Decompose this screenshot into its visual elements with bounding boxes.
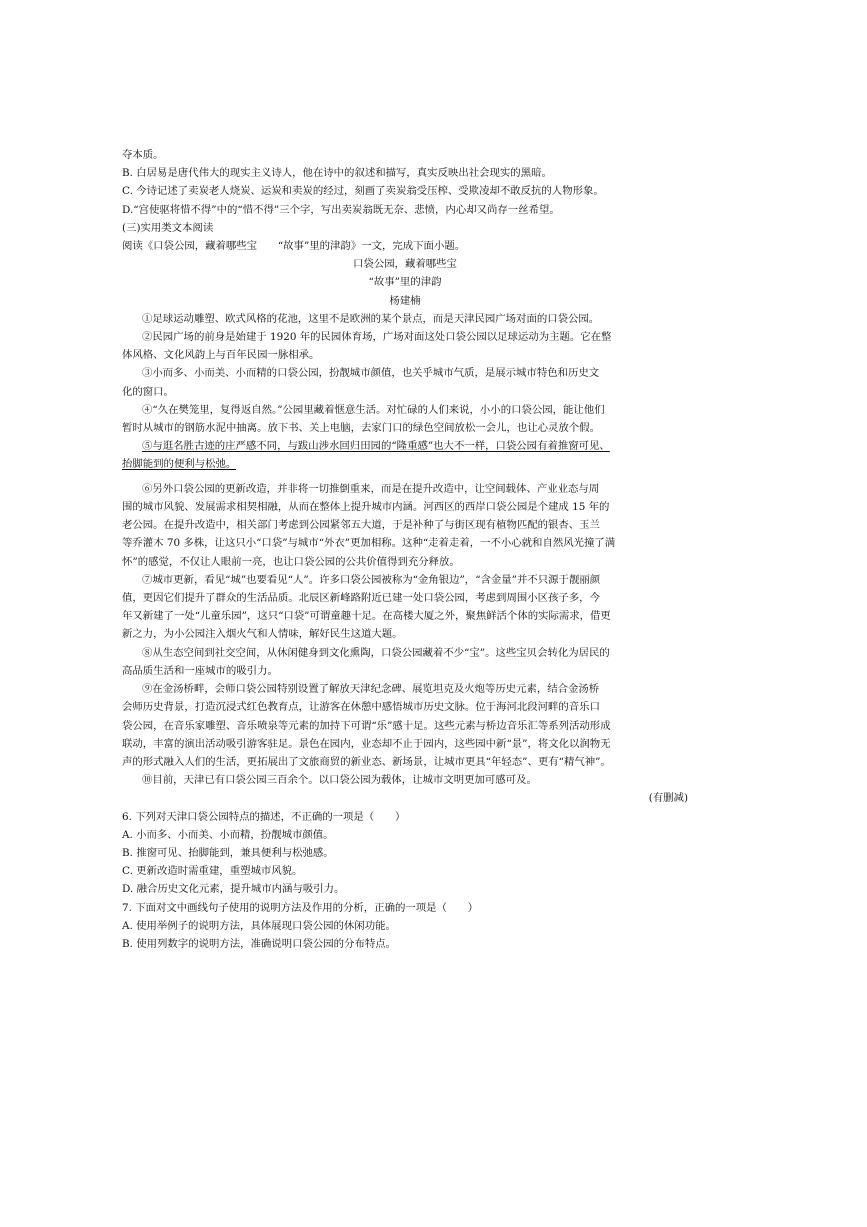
- paragraph-6-line3: 老公园。在提升改造中，相关部门考虑到公园紧邻五大道，于是补种了与街区现有植物匹配的银杏、玉兰: [122, 519, 600, 532]
- paragraph-9-line3: 袋公园，在音乐家雕塑、音乐喷泉等元素的加持下可谓“乐”感十足。这些元素与桥边音乐汇等系列活动形成: [122, 719, 611, 732]
- reading-instruction: 阅读《口袋公园，藏着哪些宝 “故事”里的津韵》一文，完成下面小题。: [122, 240, 466, 253]
- paragraph-3-line1: ③小而多、小而美、小而精的口袋公园，扮靓城市颜值，也关乎城市气质，是展示城市特色和历史文: [142, 367, 600, 380]
- option-b: B. 白居易是唐代伟大的现实主义诗人，他在诗中的叙述和描写，真实反映出社会现实的黑暗。: [122, 167, 552, 180]
- paragraph-6-line2: 围的城市风貌、发展需求相契相融，从而在整体上提升城市内涵。河西区的西岸口袋公园是个建成 15 年的: [122, 501, 610, 514]
- option-d: D.“宫使驱将惜不得”中的“惜不得”三个字，写出卖炭翁既无奈、悲愤，内心却又尚存一丝希望。: [122, 203, 560, 216]
- paragraph-7-line2: 值，更因它们提升了群众的生活品质。北辰区新峰路附近已建一处口袋公园，考虑到周围小区孩子多，今: [122, 592, 600, 605]
- article-title-line1: 口袋公园，藏着哪些宝: [353, 258, 457, 271]
- paragraph-9-line5: 声的形式融入人们的生活，更拓展出了文旅商贸的新业态、新场景，让城市更具“年轻态”、更有“精气神”。: [122, 755, 611, 768]
- paragraph-1: ①足球运动雕塑、欧式风格的花池，这里不是欧洲的某个景点，而是天津民园广场对面的口袋公园。: [142, 312, 600, 325]
- paragraph-8-line1: ⑧从生态空间到社交空间，从休闲健身到文化熏陶，口袋公园藏着不少“宝”。这些宝贝会转化为居民的: [142, 646, 610, 659]
- paragraph-3-line2: 化的窗口。: [122, 385, 174, 398]
- abridged-note: (有删减): [648, 792, 688, 805]
- question-6-stem: 6. 下列对天津口袋公园特点的描述，不正确的一项是（ ）: [122, 810, 406, 823]
- paragraph-7-line4: 新之力，为小公园注入烟火气和人情味，解好民生这道大题。: [122, 628, 403, 641]
- paragraph-10: ⑩目前，天津已有口袋公园三百余个。以口袋公园为载体，让城市文明更加可感可及。: [142, 774, 537, 787]
- prev-question-continuation: 夺本质。: [122, 149, 164, 161]
- paragraph-4-line2: 暂时从城市的钢筋水泥中抽离。放下书、关上电脑，去家门口的绿色空间放松一会儿，也让心灵放个假。: [122, 422, 600, 435]
- question-7-stem: 7. 下面对文中画线句子使用的说明方法及作用的分析，正确的一项是（ ）: [122, 901, 479, 914]
- question-7-option-b: B. 使用列数字的说明方法，准确说明口袋公园的分布特点。: [122, 937, 397, 950]
- paragraph-5-underlined-line2: 抬脚能到的便利与松弛。: [122, 458, 237, 471]
- paragraph-8-line2: 高品质生活和一座城市的吸引力。: [122, 664, 278, 677]
- section-heading: (三)实用类文本阅读: [122, 221, 214, 234]
- paragraph-6-line5: 怀”的感觉，不仅让人眼前一亮，也让口袋公园的公共价值得到充分释放。: [122, 555, 460, 568]
- question-6-option-a: A. 小而多、小而美、小而精，扮靓城市颜值。: [122, 828, 334, 841]
- paragraph-9-line4: 联动，丰富的演出活动吸引游客驻足。景色在园内，业态却不止于园内，这些园中新“景”，将文化以润物无: [122, 737, 611, 750]
- article-title-line2: “故事”里的津韵: [368, 276, 442, 289]
- question-7-option-a: A. 使用举例子的说明方法，具体展现口袋公园的休闲功能。: [122, 919, 396, 932]
- option-c: C. 今诗记述了卖炭老人烧炭、运炭和卖炭的经过，刻画了卖炭翁受压榨、受欺凌却不敢反抗的人物形象。: [122, 185, 604, 198]
- paragraph-9-line2: 会师历史背景，打造沉浸式红色教育点，让游客在休憩中感悟城市历史文脉。位于海河北段河畔的音乐口: [122, 701, 600, 714]
- paragraph-6-line1: ⑥另外口袋公园的更新改造，并非将一切推倒重来，而是在提升改造中，让空间载体、产业业态与周: [142, 482, 600, 495]
- paragraph-6-line4: 等乔灌木 70 多株，让这只小“口袋”与城市“外衣”更加相称。这种“走着走着，一不小心就和自然风光撞了满: [122, 537, 616, 550]
- paragraph-5-underlined-line1: ⑤与逛名胜古迹的庄严感不同，与跋山涉水回归田园的“隆重感”也大不一样，口袋公园有着推窗可见、: [142, 440, 610, 453]
- paragraph-9-line1: ⑨在金汤桥畔，会师口袋公园特别设置了解放天津纪念碑、展览坦克及火炮等历史元素，结合金汤桥: [142, 683, 600, 696]
- paragraph-2-line2: 体风格、文化风韵上与百年民园一脉相承。: [122, 349, 320, 362]
- paragraph-2-line1: ②民园广场的前身是始建于 1920 年的民园体育场，广场对面这处口袋公园以足球运动为主题。它在整: [142, 331, 612, 344]
- paragraph-7-line1: ⑦城市更新，看见“城”也要看见“人”。许多口袋公园被称为“金角银边”，“含金量”并不只源于靓丽颜: [142, 573, 601, 586]
- article-author: 杨建楠: [389, 294, 421, 307]
- question-6-option-d: D. 融合历史文化元素，提升城市内涵与吸引力。: [122, 883, 345, 896]
- paragraph-7-line3: 年又新建了一处“儿童乐园”，这只“口袋”可谓童趣十足。在高楼大厦之外，聚焦鲜活个体的实际需求，借更: [122, 610, 611, 623]
- question-6-option-c: C. 更新改造时需重建，重塑城市风貌。: [122, 865, 303, 878]
- question-6-option-b: B. 推窗可见、抬脚能到，兼具便利与松弛感。: [122, 846, 334, 859]
- paragraph-4-line1: ④“久在樊笼里，复得返自然。”公园里藏着惬意生活。对忙碌的人们来说，小小的口袋公园，能让他们: [142, 403, 605, 416]
- exam-page: [122, 146, 688, 953]
